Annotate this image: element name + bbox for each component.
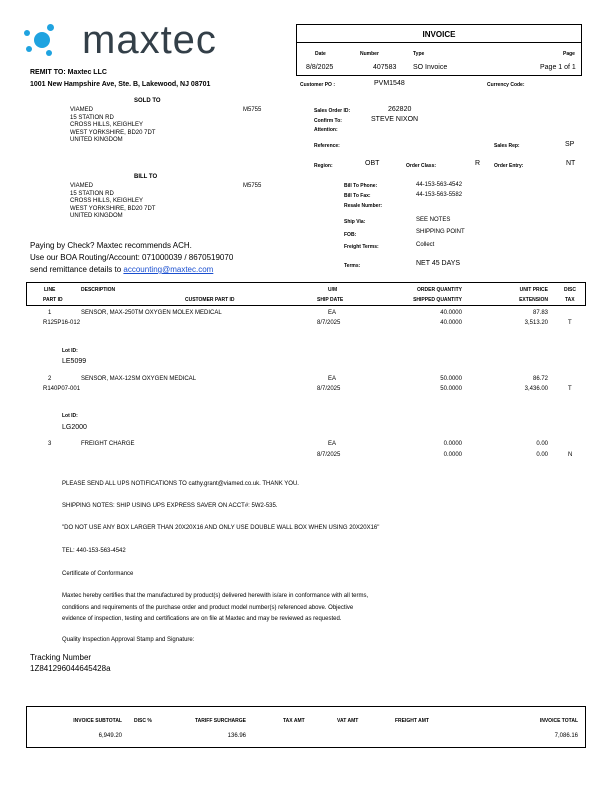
phone-value: 44-153-563-4542 <box>416 182 463 188</box>
col-disc: DISC <box>564 287 576 293</box>
terms-value: NET 45 DAYS <box>416 260 461 267</box>
order-entry-label: Order Entry: <box>494 163 524 169</box>
payment-line-1: Paying by Check? Maxtec recommends ACH. <box>30 241 192 250</box>
currency-label: Currency Code: <box>487 82 525 88</box>
tracking-label: Tracking Number <box>30 653 92 662</box>
freight-label: Freight Terms: <box>344 244 379 250</box>
disc-label: DISC % <box>134 718 152 724</box>
order-class-value: R <box>475 160 481 167</box>
logo-mark <box>22 22 62 58</box>
confirm-label: Confirm To: <box>314 118 342 124</box>
logo-dot <box>24 30 30 36</box>
tariff-label: TARIFF SURCHARGE <box>194 718 246 724</box>
terms-label: Terms: <box>344 263 361 269</box>
logo-dot-large <box>34 32 50 48</box>
tax-amt-label: TAX AMT <box>283 718 305 724</box>
confirm-value: STEVE NIXON <box>371 116 419 123</box>
ship-via-label: Ship Via: <box>344 219 366 225</box>
type-label: Type <box>413 51 425 57</box>
bill-to-label: BILL TO <box>134 174 158 180</box>
fob-label: FOB: <box>344 232 357 238</box>
bill-to-address: VIAMED 15 STATION RD CROSS HILLS, KEIGHLEY WEST YORKSHIRE, BD20 7DT UNITED KINGDOM <box>70 183 156 220</box>
invoice-page: Page 1 of 1 <box>540 64 576 71</box>
quality-stamp-label: Quality Inspection Approval Stamp and Signature: <box>62 637 195 643</box>
number-label: Number <box>360 51 379 57</box>
payment-line-2: Use our BOA Routing/Account: 071000039 / 8670519070 <box>30 253 234 262</box>
col-description: DESCRIPTION <box>81 287 116 293</box>
payment-line-3: send remittance details to accounting@maxtec.com <box>30 265 214 274</box>
region-label: Region: <box>314 163 333 169</box>
fax-value: 44-153-563-5582 <box>416 192 463 198</box>
invoice-number: 407583 <box>373 64 397 71</box>
order-class-label: Order Class: <box>406 163 437 169</box>
fob-value: SHIPPING POINT <box>416 229 465 235</box>
certificate-title: Certificate of Conformance <box>62 571 134 577</box>
logo-dot <box>47 24 54 31</box>
col-ship-date: SHIP DATE <box>317 297 344 303</box>
note-ups-notifications: PLEASE SEND ALL UPS NOTIFICATIONS TO cathy.grant@viamed.co.uk. THANK YOU. <box>62 481 299 487</box>
note-box-size: "DO NOT USE ANY BOX LARGER THAN 20X20X16 AND ONLY USE DOUBLE WALL BOX WHEN USING 20X20X16" <box>62 525 380 531</box>
col-part: PART ID <box>43 297 63 303</box>
certificate-text: Maxtec hereby certifies that the manufactured by product(s) delivered herewith is/are in conformance with all terms, conditions and requirements of the purchase order and product model number(s) referenced above. Objective evidence of inspection, testing and certifications are on file at Maxtec and may be reviewed as requested. <box>62 593 369 622</box>
order-entry-value: NT <box>566 160 576 167</box>
sold-to-code: M5755 <box>243 107 262 113</box>
fax-label: Bill To Fax: <box>344 193 371 199</box>
invoice-total-value: 7,086.16 <box>554 733 578 739</box>
tracking-number: 1Z841296044645428a <box>30 664 111 673</box>
remit-company: Maxtec LLC <box>67 69 107 76</box>
col-order-qty: ORDER QUANTITY <box>417 287 462 293</box>
sold-to-address: VIAMED 15 STATION RD CROSS HILLS, KEIGHLEY WEST YORKSHIRE, BD20 7DT UNITED KINGDOM <box>70 107 156 144</box>
reference-label: Reference: <box>314 143 340 149</box>
vat-amt-label: VAT AMT <box>337 718 359 724</box>
col-um: U/M <box>328 287 338 293</box>
col-shipped-qty: SHIPPED QUANTITY <box>413 297 462 303</box>
invoice-total-label: INVOICE TOTAL <box>539 718 578 724</box>
invoice-title: INVOICE <box>422 30 456 39</box>
region-value: OBT <box>365 160 380 167</box>
sales-rep-value: SP <box>565 141 575 148</box>
sales-rep-label: Sales Rep: <box>494 143 520 149</box>
sales-order-value: 262820 <box>388 106 412 113</box>
col-customer-part: CUSTOMER PART ID <box>185 297 235 303</box>
customer-po-value: PVM1548 <box>374 80 405 87</box>
note-shipping: SHIPPING NOTES: SHIP USING UPS EXPRESS SAVER ON ACCT#: 5W2-535. <box>62 503 278 509</box>
phone-label: Bill To Phone: <box>344 183 378 189</box>
remit-block <box>30 69 107 76</box>
page-label: Page <box>563 51 575 57</box>
sold-to-label: SOLD TO <box>134 98 161 104</box>
date-label: Date <box>315 51 326 57</box>
remittance-email-link[interactable]: accounting@maxtec.com <box>123 265 214 274</box>
sales-order-label: Sales Order ID: <box>314 108 351 114</box>
freight-amt-label: FREIGHT AMT <box>395 718 429 724</box>
col-extension: EXTENSION <box>519 297 548 303</box>
remit-label: REMIT TO: <box>30 69 66 76</box>
resale-label: Resale Number: <box>344 203 383 209</box>
logo-dot <box>46 50 52 56</box>
subtotal-value: 6,949.20 <box>98 733 122 739</box>
ship-via-value: SEE NOTES <box>416 217 451 223</box>
col-tax: TAX <box>565 297 575 303</box>
bill-to-code: M5755 <box>243 183 262 189</box>
customer-po-label: Customer PO : <box>300 82 336 88</box>
col-unit-price: UNIT PRICE <box>519 287 548 293</box>
attention-label: Attention: <box>314 127 338 133</box>
col-line: LINE <box>44 287 56 293</box>
invoice-type: SO Invoice <box>413 64 448 71</box>
invoice-date: 8/8/2025 <box>306 64 334 71</box>
logo-text: maxtec <box>82 18 217 62</box>
note-tel: TEL: 440-153-563-4542 <box>62 548 126 554</box>
totals-box <box>26 706 586 748</box>
subtotal-label: INVOICE SUBTOTAL <box>73 718 122 724</box>
freight-value: Collect <box>416 242 435 248</box>
remit-address: 1001 New Hampshire Ave, Ste. B, Lakewood, NJ 08701 <box>30 81 211 88</box>
logo-dot <box>26 46 32 52</box>
tariff-value: 136.96 <box>227 733 246 739</box>
